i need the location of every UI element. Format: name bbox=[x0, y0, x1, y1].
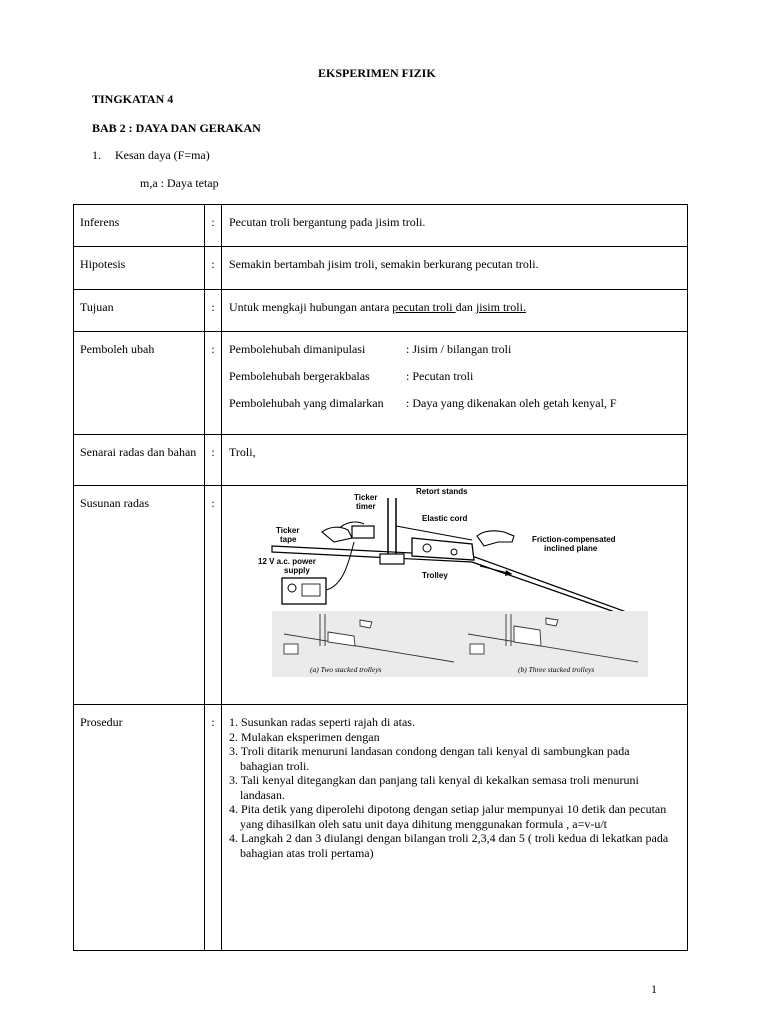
procedure-step: 3. Tali kenyal ditegangkan dan panjang tali kenyal di kekalkan semasa troli menuruni landasan. bbox=[229, 773, 639, 802]
experiment-table bbox=[73, 204, 688, 951]
label-ticker-tape-l1: Ticker bbox=[276, 526, 300, 535]
variable-value: : Daya yang dikenakan oleh getah kenyal, F bbox=[406, 396, 617, 410]
form-level: TINGKATAN 4 bbox=[92, 92, 174, 106]
variable-key: Pembolehubah yang dimalarkan bbox=[229, 396, 384, 410]
label-inferens: Inferens bbox=[74, 205, 205, 247]
label-trolley: Trolley bbox=[422, 571, 448, 580]
label-power-l2: supply bbox=[284, 566, 310, 575]
tujuan-underline-1: pecutan troli bbox=[392, 300, 456, 314]
row-pemboleh-ubah bbox=[74, 332, 688, 435]
value-inferens: Pecutan troli bergantung pada jisim troli. bbox=[222, 205, 688, 247]
variable-value: : Jisim / bilangan troli bbox=[406, 342, 512, 356]
item-title: Kesan daya (F=ma) bbox=[115, 148, 210, 162]
separator: : bbox=[205, 290, 222, 332]
separator: : bbox=[205, 705, 222, 951]
variable-row bbox=[229, 342, 681, 357]
row-inferens bbox=[74, 205, 688, 247]
tujuan-mid: dan bbox=[455, 300, 476, 314]
label-power-l1: 12 V a.c. power bbox=[258, 557, 316, 566]
separator: : bbox=[205, 486, 222, 705]
value-prosedur bbox=[222, 705, 688, 951]
variable-value: : Pecutan troli bbox=[406, 369, 474, 383]
label-pemboleh-ubah: Pemboleh ubah bbox=[74, 332, 205, 435]
procedure-step: 4. Pita detik yang diperolehi dipotong dengan setiap jalur mempunyai 10 detik dan pecutan yang dihasilkan oleh satu unit daya dihitung menggunakan formula , a=v-u/t bbox=[229, 802, 667, 831]
apparatus-diagram bbox=[222, 486, 700, 704]
separator: : bbox=[205, 205, 222, 247]
page-number: 1 bbox=[651, 982, 657, 996]
value-hipotesis: Semakin bertambah jisim troli, semakin berkurang pecutan troli. bbox=[222, 247, 688, 290]
variable-row bbox=[229, 369, 681, 384]
value-susunan bbox=[222, 486, 688, 705]
label-retort-stands: Retort stands bbox=[416, 487, 468, 496]
procedure-list bbox=[229, 715, 673, 860]
row-hipotesis bbox=[74, 247, 688, 290]
separator: : bbox=[205, 332, 222, 435]
tujuan-pre: Untuk mengkaji hubungan antara bbox=[229, 300, 393, 314]
label-susunan: Susunan radas bbox=[74, 486, 205, 705]
label-radas: Senarai radas dan bahan bbox=[74, 435, 205, 486]
label-prosedur: Prosedur bbox=[74, 705, 205, 951]
variable-key: Pembolehubah bergerakbalas bbox=[229, 369, 370, 383]
caption-two-trolleys: (a) Two stacked trolleys bbox=[310, 665, 382, 674]
label-ticker-tape-l2: tape bbox=[280, 535, 297, 544]
document-title: EKSPERIMEN FIZIK bbox=[318, 66, 436, 80]
value-pemboleh-ubah bbox=[222, 332, 688, 435]
variable-row bbox=[229, 396, 681, 411]
label-hipotesis: Hipotesis bbox=[74, 247, 205, 290]
procedure-step: 1. Susunkan radas seperti rajah di atas. bbox=[229, 715, 415, 729]
item-number: 1. bbox=[92, 148, 101, 162]
label-tujuan: Tujuan bbox=[74, 290, 205, 332]
label-ticker-timer-l2: timer bbox=[356, 502, 376, 511]
row-prosedur bbox=[74, 705, 688, 951]
sub-item: m,a : Daya tetap bbox=[140, 176, 219, 190]
label-ticker-timer-l1: Ticker bbox=[354, 493, 378, 502]
label-plane-l1: Friction-compensated bbox=[532, 535, 616, 544]
row-radas bbox=[74, 435, 688, 486]
procedure-step: 4. Langkah 2 dan 3 diulangi dengan bilangan troli 2,3,4 dan 5 ( troli kedua di lekatkan pada bahagian atas troli pertama) bbox=[229, 831, 669, 860]
row-tujuan bbox=[74, 290, 688, 332]
label-elastic-cord: Elastic cord bbox=[422, 514, 468, 523]
chapter-heading: BAB 2 : DAYA DAN GERAKAN bbox=[92, 121, 261, 135]
caption-three-trolleys: (b) Three stacked trolleys bbox=[518, 665, 595, 674]
variable-key: Pembolehubah dimanipulasi bbox=[229, 342, 366, 356]
separator: : bbox=[205, 247, 222, 290]
separator: : bbox=[205, 435, 222, 486]
stacked-trolleys-figure bbox=[272, 611, 648, 677]
procedure-step: 3. Troli ditarik menuruni landasan condong dengan tali kenyal di sambungkan pada bahagian troli. bbox=[229, 744, 630, 773]
row-susunan bbox=[74, 486, 688, 705]
label-plane-l2: inclined plane bbox=[544, 544, 598, 553]
value-radas: Troli, bbox=[222, 435, 688, 486]
procedure-step: 2. Mulakan eksperimen dengan bbox=[229, 729, 380, 744]
tujuan-underline-2: jisim troli. bbox=[475, 300, 526, 314]
value-tujuan bbox=[222, 290, 688, 332]
